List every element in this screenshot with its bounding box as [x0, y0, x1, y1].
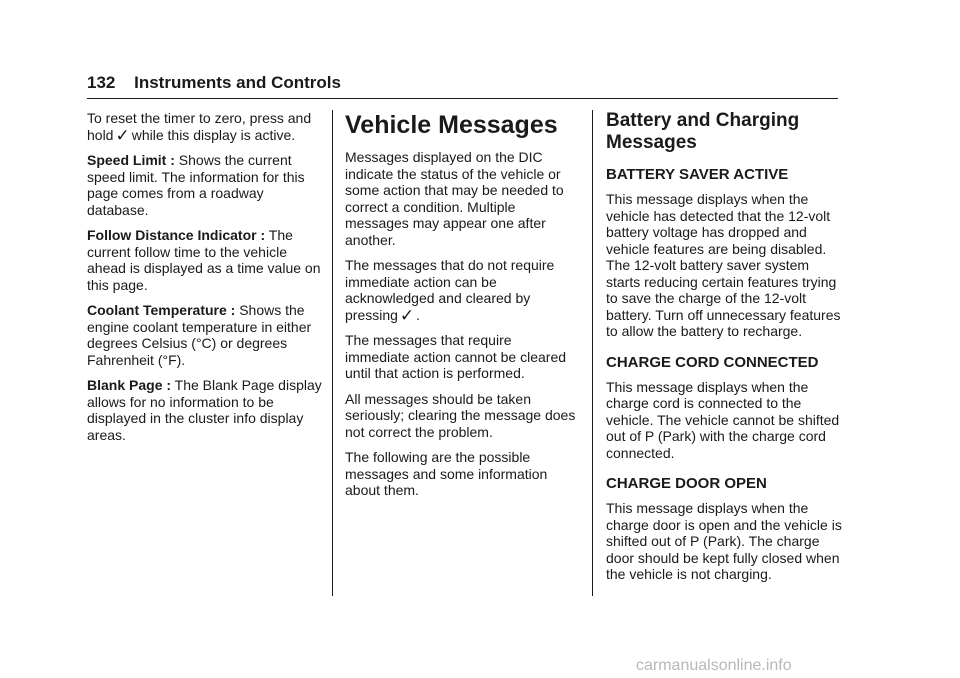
checkmark-icon: ✓	[399, 305, 415, 325]
blank-page-term: Blank Page :	[87, 377, 172, 393]
blank-page-text: The Blank Page display allows for no information to be displayed in the cluster info display areas.	[87, 377, 322, 443]
vehicle-messages-p2	[345, 257, 577, 323]
coolant-temperature-entry	[87, 302, 323, 368]
vehicle-messages-heading: Vehicle Messages	[345, 111, 558, 139]
battery-saver-title: BATTERY SAVER ACTIVE	[606, 166, 789, 183]
charge-door-title: CHARGE DOOR OPEN	[606, 475, 767, 492]
coolant-temperature-text: Shows the engine coolant temperature in either degrees Celsius (°C) or degrees Fahrenheit (°F).	[87, 302, 312, 368]
section-title: Instruments and Controls	[134, 73, 341, 92]
charge-cord-title: CHARGE CORD CONNECTED	[606, 353, 819, 371]
vehicle-messages-p3: The messages that require immediate action cannot be cleared until that action is performed.	[345, 332, 567, 381]
battery-saver-text: This message displays when the vehicle has detected that the 12-volt battery voltage has dropped and vehicle features are being disabled. The 12-volt battery saver system starts reducing certain features trying to save the charge of the 12-volt battery. Turn off unnecessary features to allow the battery to recharge.	[606, 191, 841, 339]
vehicle-messages-p2-text: The messages that do not require immediate action can be acknowledged and cleared by pressing	[345, 257, 555, 323]
column-divider-1	[332, 110, 333, 596]
charge-door-text: This message displays when the charge door is open and the vehicle is shifted out of P (Park). The charge door should be kept fully closed when the vehicle is not charging.	[606, 500, 842, 582]
speed-limit-entry	[87, 152, 323, 218]
blank-page-entry	[87, 377, 323, 443]
coolant-temperature-term: Coolant Temperature :	[87, 302, 236, 318]
watermark: carmanualsonline.info	[636, 657, 792, 674]
header-rule	[87, 98, 838, 99]
charge-cord-text: This message displays when the charge cord is connected to the vehicle. The vehicle cannot be shifted out of P (Park) with the charge cord connected.	[606, 378, 840, 461]
vehicle-messages-p2-end: .	[416, 306, 421, 323]
follow-distance-text: The current follow time to the vehicle ahead is displayed as a time value on this page.	[87, 227, 321, 293]
page-header	[87, 72, 837, 94]
column-divider-2	[592, 110, 593, 596]
speed-limit-text: Shows the current speed limit. The information for this page comes from a roadway database.	[87, 152, 305, 218]
checkmark-icon: ✓	[115, 125, 130, 145]
vehicle-messages-p5: The following are the possible messages and some information about them.	[345, 449, 548, 498]
vehicle-messages-p1: Messages displayed on the DIC indicate the status of the vehicle or some action that may be needed to correct a condition. Multiple messages may appear one after another.	[345, 149, 564, 248]
follow-distance-term: Follow Distance Indicator :	[87, 227, 266, 243]
battery-charging-heading: Battery and Charging Messages	[606, 110, 800, 153]
column-middle	[345, 110, 577, 508]
reset-text-end: while this display is active.	[131, 126, 296, 143]
vehicle-messages-p4: All messages should be taken seriously; clearing the message does not correct the problem.	[345, 390, 576, 440]
follow-distance-entry	[87, 227, 323, 293]
reset-instruction	[87, 110, 323, 143]
column-right	[606, 110, 842, 592]
page-number: 132	[87, 73, 116, 92]
speed-limit-term: Speed Limit :	[87, 152, 175, 168]
reset-text-start: To reset the timer to zero, press and hold	[87, 110, 312, 143]
column-left	[87, 110, 323, 452]
